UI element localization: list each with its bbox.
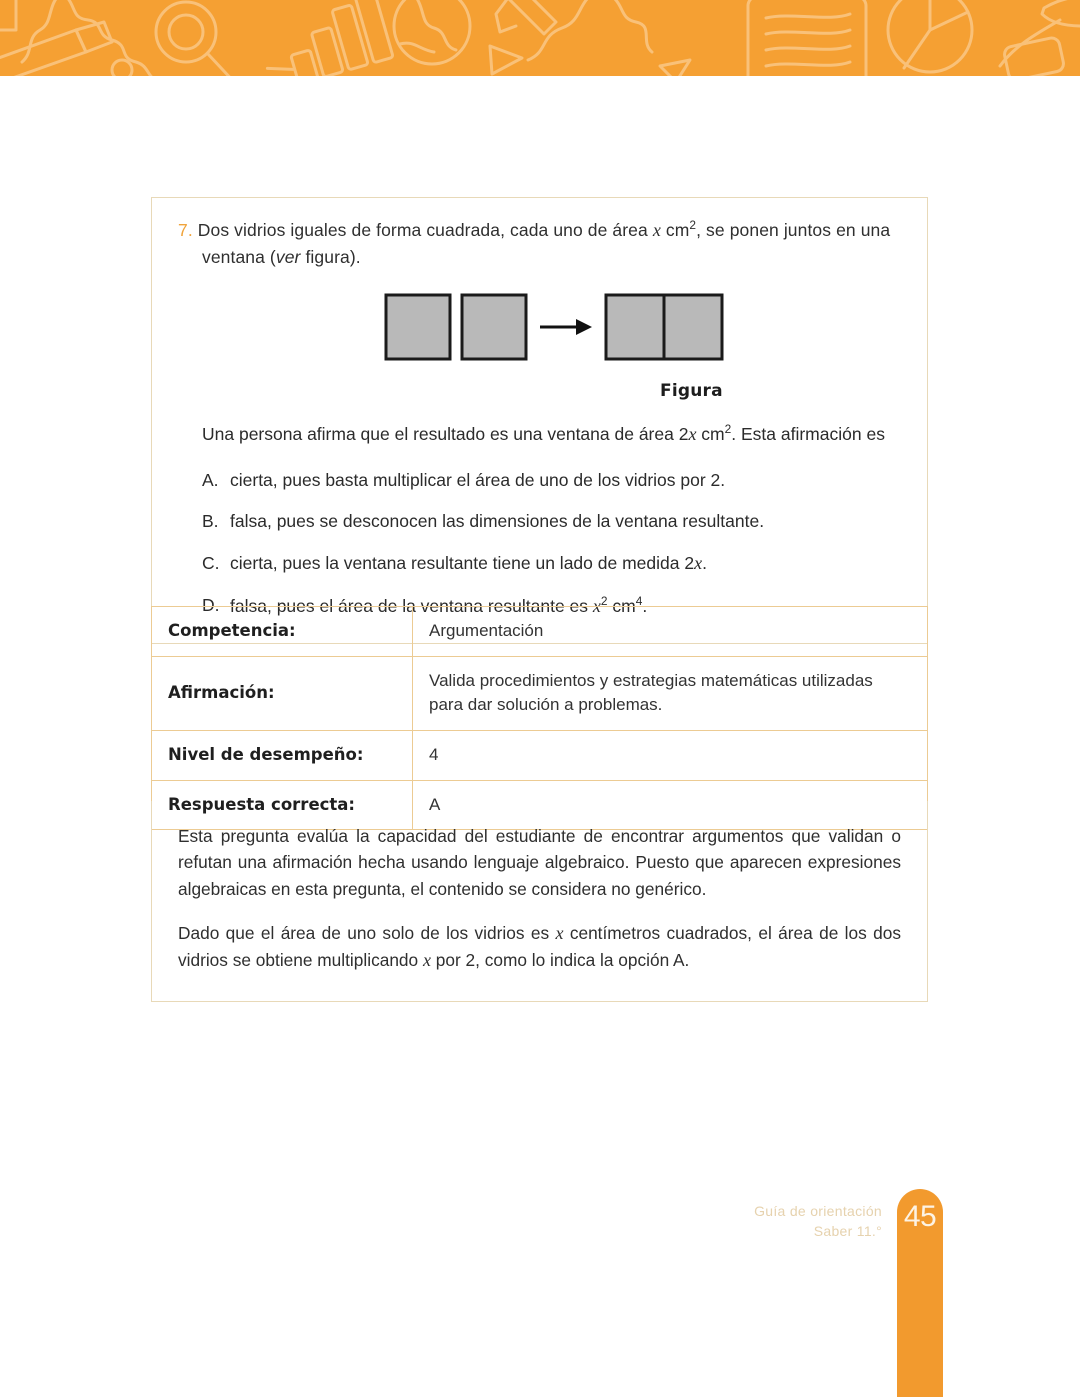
map-icon (600, 0, 652, 52)
claim-superscript: 2 (724, 421, 732, 436)
square-glass-2 (462, 295, 526, 359)
expl2-text-3: por 2, como lo indica la opción A. (430, 950, 690, 971)
row-value-afirmacion: Valida procedimientos y estrategias matemáticas utilizadas para dar solución a problemas. (413, 656, 928, 730)
option-b-letter: B. (202, 511, 219, 532)
row-label-afirmacion: Afirmación: (152, 656, 413, 730)
stem-text-3: , se ponen juntos en una ventana ( (202, 219, 891, 268)
expl2-text-2: centímetros cuadrados, el área de los dos vidrios se obtiene multiplicando (178, 922, 901, 971)
question-number: 7. (178, 219, 193, 240)
document-icon (748, 0, 866, 76)
figure-illustration (178, 293, 899, 411)
expl2-text-1: Dado que el área de uno solo de los vidrios es (178, 922, 556, 943)
option-c-text: cierta, pues la ventana resultante tiene un lado de medida 2x. (230, 552, 707, 573)
ruler-icon (0, 0, 16, 30)
stem-italic-ver: ver (275, 247, 301, 268)
page-number: 45 (903, 1200, 937, 1233)
claim-text-1: Una persona afirma que el resultado es una ventana de área 2 (202, 423, 689, 444)
table-row (152, 656, 928, 730)
row-label-respuesta: Respuesta correcta: (152, 780, 413, 830)
stem-text-2: cm (660, 219, 690, 240)
question-box (151, 197, 928, 644)
magnifier-icon (156, 2, 236, 76)
expl2-variable-1: x (555, 922, 564, 943)
figure-caption: Figura (660, 380, 723, 401)
claim-text-2: cm (696, 423, 725, 444)
page-content (0, 76, 1080, 1397)
footer-caption (754, 1201, 882, 1242)
claim-text-3: . Esta afirmación es (731, 423, 885, 444)
specification-table (151, 606, 928, 830)
option-a[interactable] (202, 468, 899, 493)
arrow-icon (540, 319, 592, 335)
window-squares-diagram (384, 293, 724, 377)
claim-variable: x (688, 423, 697, 444)
expl2-variable-2: x (422, 950, 431, 971)
row-value-competencia: Argumentación (413, 607, 928, 657)
answer-options (178, 468, 899, 619)
option-d-text: falsa, pues el área de la ventana resultante es $x^2$ $cm^4$. (230, 593, 648, 616)
option-c-letter: C. (202, 552, 220, 573)
stem-variable: x (652, 219, 661, 240)
square-glass-1 (386, 295, 450, 359)
header-banner (0, 0, 1080, 76)
footer-line-1: Guía de orientación (754, 1203, 882, 1219)
row-label-competencia: Competencia: (152, 607, 413, 657)
row-label-nivel: Nivel de desempeño: (152, 730, 413, 780)
stem-text-1: Dos vidrios iguales de forma cuadrada, cada uno de área (197, 219, 653, 240)
option-a-text: cierta, pues basta multiplicar el área de uno de los vidrios por 2. (230, 469, 726, 490)
stem-text-4: figura). (300, 247, 361, 268)
question-claim (178, 421, 899, 448)
option-c[interactable] (202, 551, 899, 576)
globe-icon (394, 0, 470, 64)
option-b-text: falsa, pues se desconocen las dimensiones de la ventana resultante. (230, 511, 765, 532)
option-d-letter: D. (202, 594, 220, 615)
question-stem (178, 216, 899, 271)
table-row (152, 730, 928, 780)
pie-chart-icon (888, 0, 972, 72)
explanation-box (151, 801, 928, 1002)
header-doodle-pattern (0, 0, 1080, 76)
stem-superscript: 2 (689, 218, 697, 232)
row-value-nivel: 4 (413, 730, 928, 780)
bar-chart-icon (253, 0, 394, 76)
table-row (152, 607, 928, 657)
pencil-icon (496, 0, 556, 34)
explanation-paragraph-1: Esta pregunta evalúa la capacidad del estudiante de encontrar argumentos que validan o refutan una afirmación hecha usando lenguaje algebraico. Puesto que aparecen expresiones algebraicas en esta pregunta, el contenido se considera no genérico. (178, 826, 901, 899)
ruler-icon (1000, 0, 1080, 76)
option-b[interactable] (202, 509, 899, 534)
option-a-letter: A. (202, 469, 219, 490)
row-value-respuesta: A (413, 780, 928, 830)
footer-line-2: Saber 11.° (813, 1223, 882, 1240)
triangle-icon (112, 60, 132, 76)
explanation-paragraph-2 (178, 920, 901, 975)
triangle-icon (490, 46, 522, 74)
